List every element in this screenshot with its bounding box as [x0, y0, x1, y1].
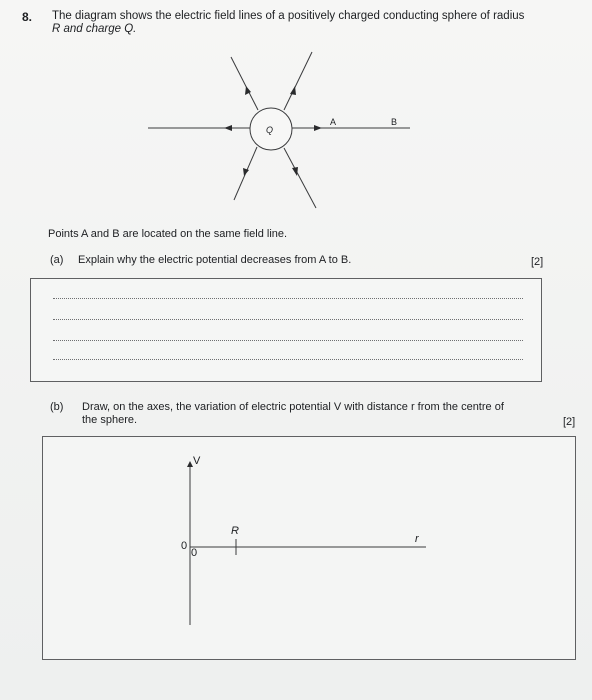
part-b-text-line-1: Draw, on the axes, the variation of electric potential V with distance r from the centre of: [82, 401, 504, 413]
part-a-marks: [2]: [531, 256, 544, 268]
question-number: 8.: [22, 10, 33, 24]
field-line-upper-right: [284, 52, 312, 110]
r-axis-label: r: [415, 533, 419, 545]
field-line-upper-left: [231, 57, 258, 110]
answer-box-a[interactable]: [30, 278, 542, 382]
part-a-text: Explain why the electric potential decreases from A to B.: [78, 254, 352, 266]
charge-label: Q: [266, 125, 274, 135]
r-tick-label: R: [231, 525, 239, 537]
field-line-lower-right: [284, 148, 316, 208]
field-lines-diagram: [0, 0, 592, 230]
arrow-lower-right: [292, 167, 298, 176]
answer-line-2[interactable]: [53, 319, 523, 320]
part-a-label: (a): [50, 254, 64, 266]
part-b-text: [82, 401, 504, 427]
point-a-label: A: [330, 117, 337, 127]
part-b-label: (b): [50, 401, 64, 413]
points-statement: Points A and B are located on the same field line.: [48, 228, 288, 240]
v-axis-label: V: [193, 455, 201, 467]
arrow-left: [224, 125, 232, 131]
arrow-lower-left: [243, 168, 249, 176]
point-b-label: B: [391, 117, 398, 127]
answer-line-4[interactable]: [53, 359, 523, 360]
answer-line-1[interactable]: [53, 298, 523, 299]
stem-line-2: R and charge Q.: [52, 23, 137, 35]
stem-line-1: The diagram shows the electric field lines of a positively charged conducting sphere of radius: [52, 10, 525, 22]
potential-axes[interactable]: [43, 437, 575, 659]
graph-answer-box[interactable]: [42, 436, 576, 660]
origin-label: 0: [181, 540, 188, 552]
arrow-upper-right: [290, 86, 296, 95]
origin-label-inner: 0: [191, 547, 198, 559]
arrow-right: [314, 125, 322, 131]
part-b-text-line-2: the sphere.: [82, 414, 138, 426]
answer-line-3[interactable]: [53, 340, 523, 341]
part-b-marks: [2]: [563, 416, 576, 428]
